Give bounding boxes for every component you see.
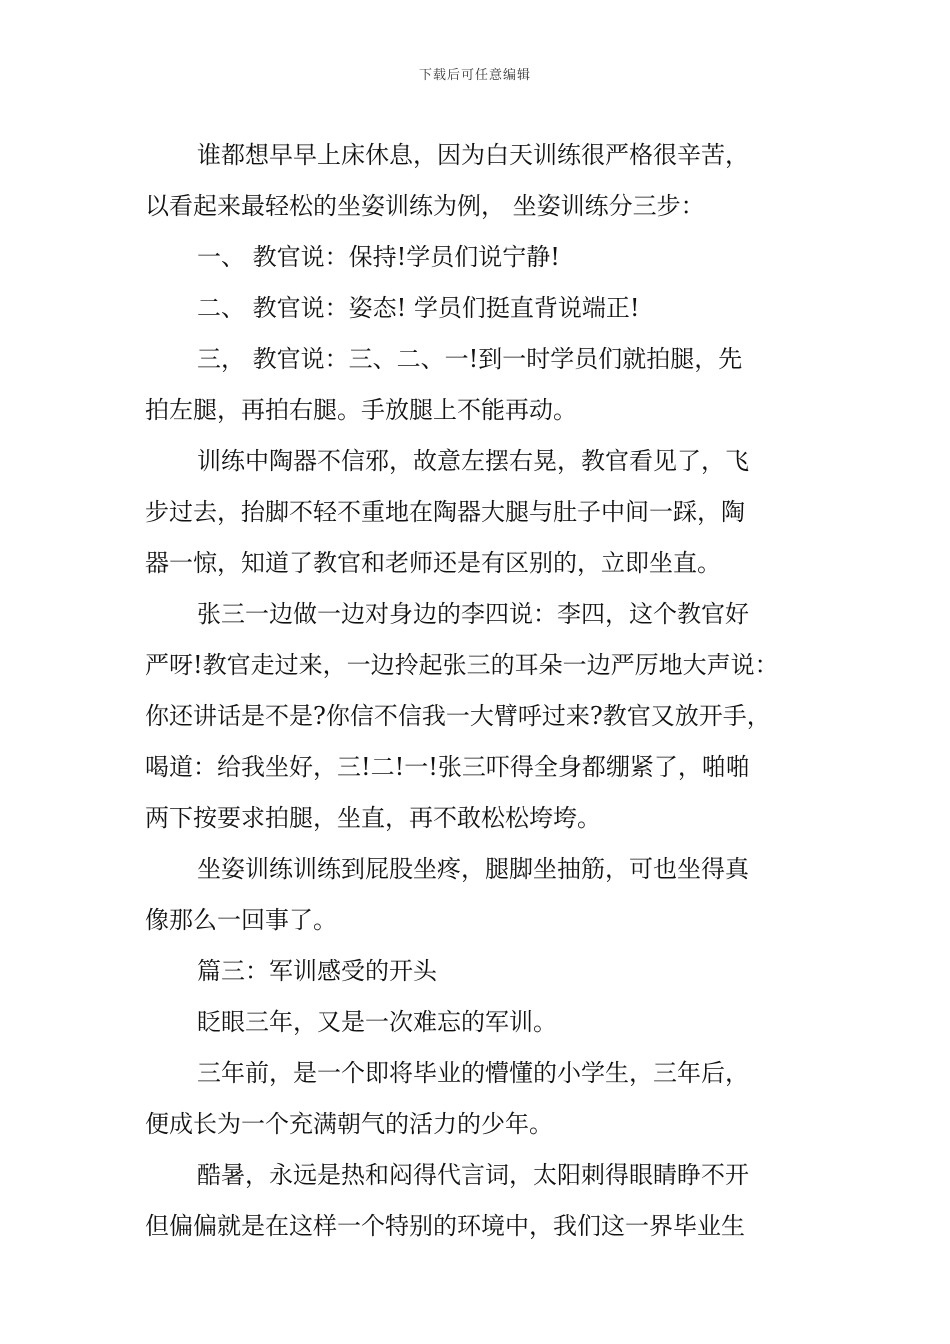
text-line: 训练中陶器不信邪，故意左摆右晃，教官看见了，飞 bbox=[197, 447, 749, 475]
section-heading: 篇三：军训感受的开头 bbox=[197, 957, 437, 985]
document-body bbox=[145, 130, 825, 1252]
text-line: 器一惊，知道了教官和老师还是有区别的，立即坐直。 bbox=[145, 549, 721, 577]
text-line: 二、 教官说：姿态! 学员们挺直背说端正! bbox=[197, 294, 640, 322]
text-line: 酷暑，永远是热和闷得代言词，太阳刺得眼睛睁不开 bbox=[197, 1161, 749, 1189]
text-line: 三年前，是一个即将毕业的懵懂的小学生，三年后， bbox=[197, 1059, 749, 1087]
text-line: 一、 教官说：保持!学员们说宁静! bbox=[197, 243, 560, 271]
text-line: 拍左腿，再拍右腿。手放腿上不能再动。 bbox=[145, 396, 577, 424]
text-line: 两下按要求拍腿，坐直，再不敢松松垮垮。 bbox=[145, 804, 601, 832]
text-line: 眨眼三年，又是一次难忘的军训。 bbox=[197, 1008, 557, 1036]
text-line: 喝道：给我坐好，三!二!一!张三吓得全身都绷紧了，啪啪 bbox=[145, 753, 750, 781]
text-line: 像那么一回事了。 bbox=[145, 906, 337, 934]
text-line: 但偏偏就是在这样一个特别的环境中，我们这一界毕业生 bbox=[145, 1212, 745, 1240]
text-line: 便成长为一个充满朝气的活力的少年。 bbox=[145, 1110, 553, 1138]
text-line: 三， 教官说：三、二、一!到一时学员们就拍腿，先 bbox=[197, 345, 743, 373]
page-header: 下载后可任意编辑 bbox=[418, 68, 531, 83]
text-line: 以看起来最轻松的坐姿训练为例， 坐姿训练分三步： bbox=[145, 192, 705, 220]
text-line: 坐姿训练训练到屁股坐疼，腿脚坐抽筋，可也坐得真 bbox=[197, 855, 749, 883]
text-line: 张三一边做一边对身边的李四说：李四，这个教官好 bbox=[197, 600, 749, 628]
text-line: 你还讲话是不是?你信不信我一大臂呼过来?教官又放开手， bbox=[145, 702, 771, 730]
text-line: 严呀!教官走过来，一边拎起张三的耳朵一边严厉地大声说： bbox=[145, 651, 779, 679]
text-line: 步过去，抬脚不轻不重地在陶器大腿与肚子中间一踩，陶 bbox=[145, 498, 745, 526]
text-line: 谁都想早早上床休息，因为白天训练很严格很辛苦， bbox=[197, 141, 749, 169]
